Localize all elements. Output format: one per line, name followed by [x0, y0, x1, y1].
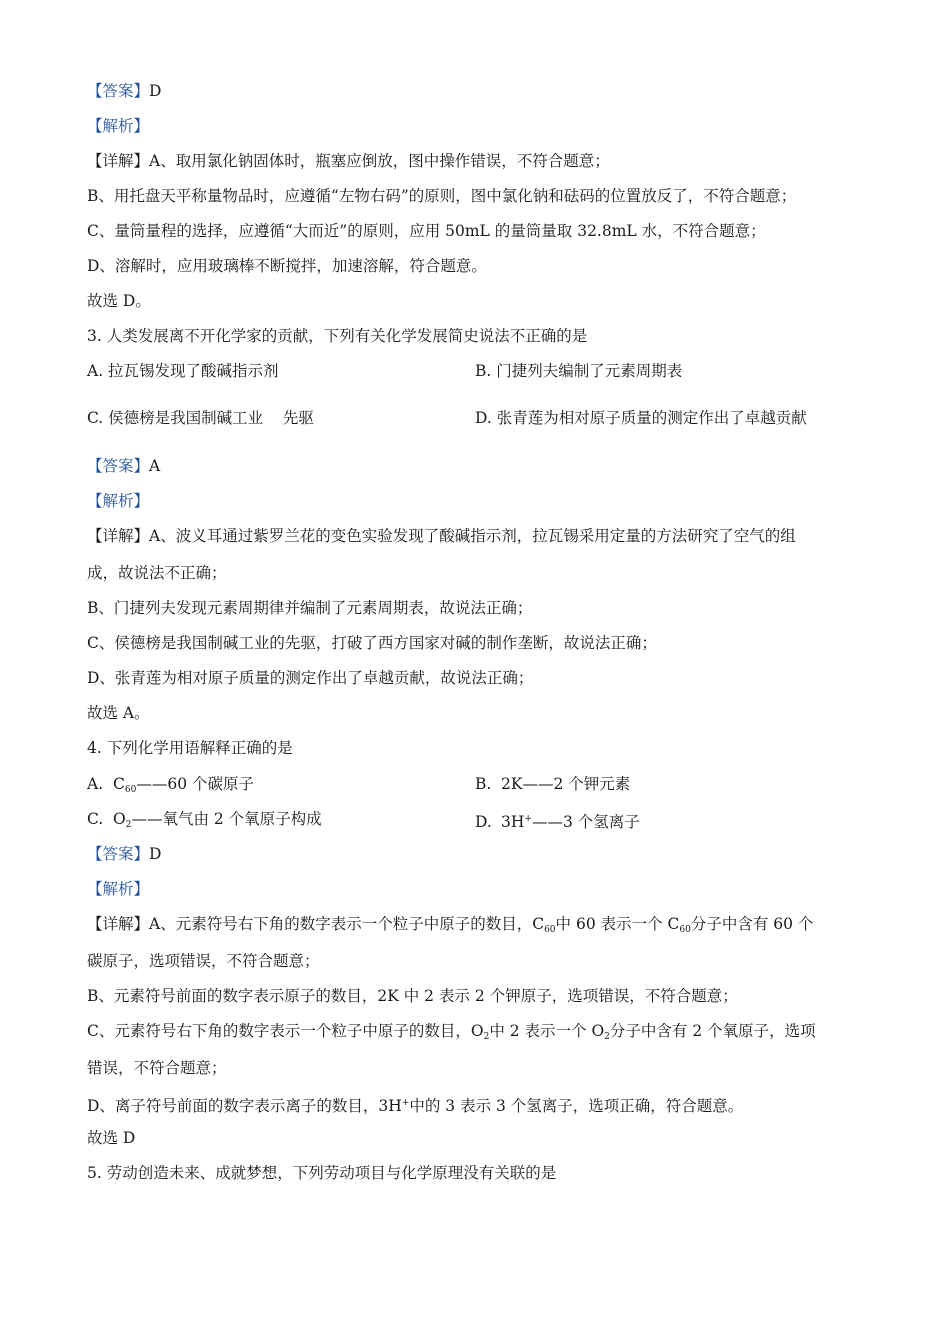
answer-value: D: [149, 82, 162, 100]
detail-text: A、波义耳通过紫罗兰花的变色实验发现了酸碱指示剂，拉瓦锡采用定量的方法研究了空气的组: [149, 527, 796, 545]
q4-conclusion: 故选 D: [87, 1129, 136, 1147]
answer-value: A: [149, 457, 161, 475]
q4-option-d: D. 3H+——3 个氢离子: [475, 813, 640, 831]
detail-tag: 【详解】: [87, 152, 150, 170]
q4-option-a: A. $C_{60}——60$ 个碳原子: [87, 775, 254, 795]
q3-answer-line: [87, 456, 160, 476]
detail-tag: 【详解】: [87, 915, 150, 933]
detail-tag: 【详解】: [87, 527, 150, 545]
q3-conclusion: 故选 A。: [87, 704, 150, 722]
q4-detail-line-5: 错误，不符合题意；: [87, 1059, 227, 1077]
q2-answer-line: [87, 81, 161, 101]
q2-detail-line-4: D、溶解时，应用玻璃棒不断搅拌，加速溶解，符合题意。: [87, 257, 487, 275]
q5-question: 5. 劳动创造未来、成就梦想，下列劳动项目与化学原理没有关联的是: [87, 1164, 557, 1182]
q3-detail-line-4: C、侯德榜是我国制碱工业的先驱，打破了西方国家对碱的制作垄断，故说法正确；: [87, 634, 657, 652]
q3-option-a: A. 拉瓦锡发现了酸碱指示剂: [87, 362, 279, 380]
q4-answer-line: [87, 844, 161, 864]
q3-option-d: D. 张青莲为相对原子质量的测定作出了卓越贡献: [475, 409, 807, 427]
q3-detail-line-2: 成，故说法不正确；: [87, 564, 227, 582]
q3-option-c: C. 侯德榜是我国制碱工业 先驱: [87, 409, 314, 427]
q4-analysis-tag: 【解析】: [87, 880, 150, 898]
q4-detail-line-1: 【详解】A、元素符号右下角的数字表示一个粒子中原子的数目，$C_{60}$中 60 表示一个 $C_{60}$分子中含有 60 个: [87, 915, 814, 935]
q4-option-c: C. $O_2——$氧气由 2 个氧原子构成: [87, 810, 322, 830]
answer-tag: 【答案】: [87, 457, 150, 475]
q4-detail-line-3: B、元素符号前面的数字表示原子的数目，2K 中 2 表示 2 个钾原子，选项错误，不符合题意；: [87, 987, 738, 1005]
detail-text: A、取用氯化钠固体时，瓶塞应倒放，图中操作错误，不符合题意；: [149, 152, 610, 170]
q3-question: 3. 人类发展离不开化学家的贡献，下列有关化学发展简史说法不正确的是: [87, 327, 588, 345]
q4-question: 4. 下列化学用语解释正确的是: [87, 739, 293, 757]
q4-detail-line-2: 碳原子，选项错误，不符合题意；: [87, 952, 320, 970]
option-label: B.: [475, 775, 492, 793]
q2-analysis-tag: 【解析】: [87, 117, 150, 135]
q3-option-b: B. 门捷列夫编制了元素周期表: [475, 362, 683, 380]
q3-detail-line-1: [87, 526, 796, 546]
q3-detail-line-5: D、张青莲为相对原子质量的测定作出了卓越贡献，故说法正确；: [87, 669, 534, 687]
q2-detail-line-2: B、用托盘天平称量物品时，应遵循“左物右码”的原则，图中氯化钠和砝码的位置放反了，不符合题意；: [87, 187, 797, 205]
answer-tag: 【答案】: [87, 845, 150, 863]
q4-option-b: B. 2K——2 个钾元素: [475, 775, 631, 793]
q2-detail-line-3: C、量筒量程的选择，应遵循“大而近”的原则，应用 50mL 的量筒量取 32.8mL 水，不符合题意；: [87, 222, 766, 240]
answer-tag: 【答案】: [87, 82, 150, 100]
q2-detail-line-1: [87, 151, 610, 171]
q4-detail-line-4: C、元素符号右下角的数字表示一个粒子中原子的数目，$O_2$中 2 表示一个 $O_2$分子中含有 2 个氧原子，选项: [87, 1022, 816, 1042]
option-label: C.: [87, 810, 104, 828]
q2-conclusion: 故选 D。: [87, 292, 151, 310]
answer-value: D: [149, 845, 162, 863]
q4-detail-line-6: D、离子符号前面的数字表示离子的数目，3H+中的 3 表示 3 个氢离子，选项正确，符合题意。: [87, 1097, 744, 1115]
q3-detail-line-3: B、门捷列夫发现元素周期律并编制了元素周期表，故说法正确；: [87, 599, 533, 617]
q3-analysis-tag: 【解析】: [87, 492, 150, 510]
option-label: A.: [87, 775, 104, 793]
option-label: D.: [475, 813, 492, 831]
